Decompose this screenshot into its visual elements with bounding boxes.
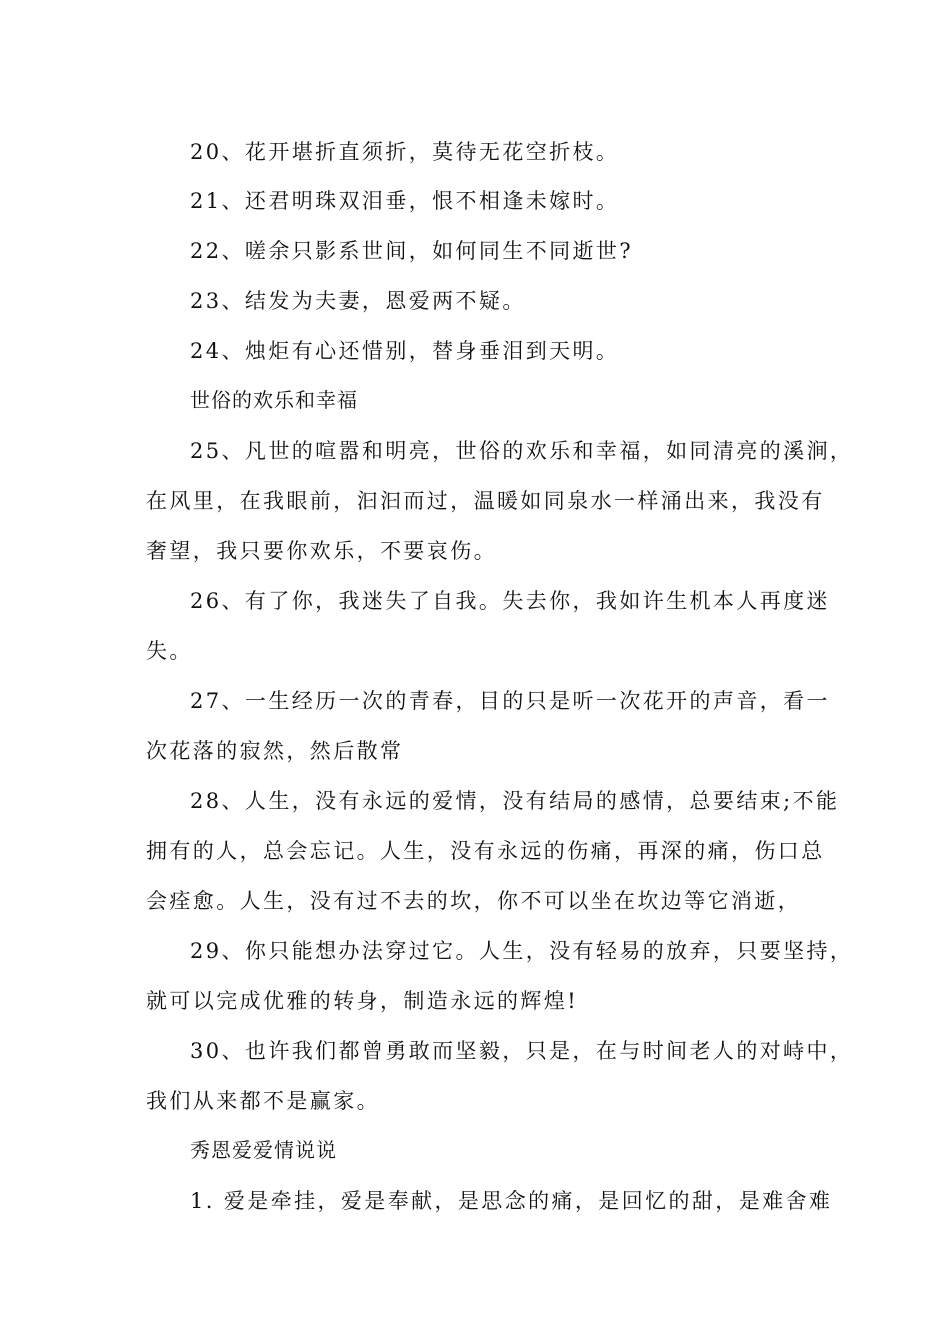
text-line: 会痊愈。人生，没有过不去的坎，你不可以坐在坎边等它消逝， <box>146 889 802 913</box>
text-line: 就可以完成优雅的转身，制造永远的辉煌! <box>146 989 579 1013</box>
text-line: 24、烛炬有心还惜别，替身垂泪到天明。 <box>190 339 620 363</box>
text-line: 我们从来都不是赢家。 <box>146 1089 380 1113</box>
section-heading: 秀恩爱爱情说说 <box>190 1138 337 1162</box>
text-line: 20、花开堪折直须折，莫待无花空折枝。 <box>190 140 620 164</box>
text-line: 27、一生经历一次的青春，目的只是听一次花开的声音，看一 <box>190 689 830 713</box>
text-line: 21、还君明珠双泪垂，恨不相逢未嫁时。 <box>190 189 620 213</box>
text-line: 23、结发为夫妻，恩爱两不疑。 <box>190 289 526 313</box>
text-line: 失。 <box>146 639 193 663</box>
text-line: 30、也许我们都曾勇敢而坚毅，只是，在与时间老人的对峙中， <box>190 1039 854 1063</box>
section-heading: 世俗的欢乐和幸福 <box>190 388 358 412</box>
text-line: 1. 爱是牵挂，爱是奉献，是思念的痛，是回忆的甜，是难舍难 <box>190 1189 833 1213</box>
text-line: 在风里，在我眼前，汩汩而过，温暖如同泉水一样涌出来，我没有 <box>146 489 825 513</box>
text-line: 25、凡世的喧嚣和明亮，世俗的欢乐和幸福，如同清亮的溪涧， <box>190 439 854 463</box>
text-line: 28、人生，没有永远的爱情，没有结局的感情，总要结束;不能 <box>190 789 840 813</box>
text-line: 22、嗟余只影系世间，如何同生不同逝世? <box>190 239 633 263</box>
text-line: 次花落的寂然，然后散常 <box>146 739 404 763</box>
text-line: 29、你只能想办法穿过它。人生，没有轻易的放弃，只要坚持， <box>190 939 854 963</box>
text-line: 26、有了你，我迷失了自我。失去你，我如许生机本人再度迷 <box>190 589 830 613</box>
text-line: 拥有的人，总会忘记。人生，没有永远的伤痛，再深的痛，伤口总 <box>146 839 825 863</box>
text-line: 奢望，我只要你欢乐，不要哀伤。 <box>146 539 497 563</box>
